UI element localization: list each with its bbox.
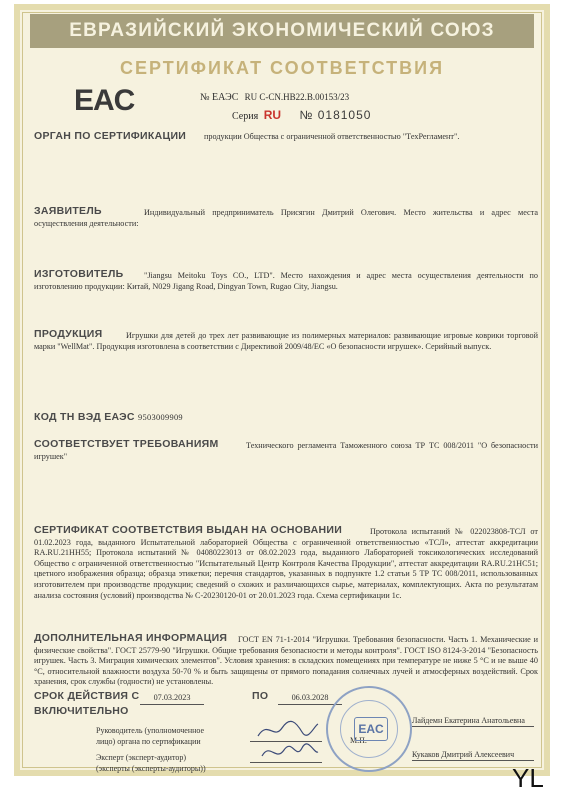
head-name-line: [412, 726, 534, 727]
additional-heading: ДОПОЛНИТЕЛЬНАЯ ИНФОРМАЦИЯ: [34, 632, 228, 644]
expert-name: Кукаков Дмитрий Алексеевич: [412, 750, 515, 759]
series-number: № 0181050: [299, 108, 372, 122]
organ-heading: ОРГАН ПО СЕРТИФИКАЦИИ: [34, 130, 187, 142]
tnved-heading: [34, 411, 183, 423]
expert-label-1: Эксперт (эксперт-аудитор): [96, 753, 187, 762]
basis-text: Протокола испытаний № 022023808-ТСЛ от 01.02.2023 года, выданного Испытательной лабораторией Общества с ограниченной ответственностью «ТСЛ», аттестат аккредитации RA.RU.21НН55; Протокола испытаний № 04080223013 от 08.02.2023 года, выданного Лабораторией токсикологических исследований Общество с ограниченной ответственностью "Испытательный Центр Контроля Качества Продукции", аттестат аккредитации RA.RU.21НС51; цветного изображения образца; образца этикетки; перечня стандартов, указанных в подпункте 1.2 статьи 5 ТР ТС 008/2011, использованных изготовителем при производстве продукции; сведений о схожих и различающихся сырье, материалах, комплектующих. Акта по результатам анализа состояния (условий) производства № С-20230120-01 от 20.01.2023 года. Схема сертификации 1с.: [34, 527, 538, 600]
conforms-text: Технического регламента Таможенного союза ТР ТС 008/2011 "О безопасности игрушек": [34, 441, 538, 461]
expert-label-2: (эксперты (эксперты-аудиторы)): [96, 764, 206, 773]
certificate-title: СЕРТИФИКАТ СООТВЕТСТВИЯ: [119, 58, 445, 78]
product-heading: ПРОДУКЦИЯ: [34, 328, 103, 340]
expert-name-line: [412, 760, 534, 761]
organ-text: продукции Общества с ограниченной ответственностью "ТехРегламент".: [204, 132, 460, 141]
series-line: [232, 108, 371, 122]
tnved-label: КОД ТН ВЭД ЕАЭС: [34, 411, 135, 423]
watermark: YL: [512, 763, 544, 793]
expert-signature: [260, 740, 320, 764]
validity-heading: СРОК ДЕЙСТВИЯ С: [34, 690, 140, 702]
manufacturer-text: "Jiangsu Meitoku Toys CO., LTD". Место нахождения и адрес места осуществления деятельности по изготовлению продукции: Китай, N029 Jigang Road, Dingyan Town, Rugao City, Jiangsu.: [34, 271, 538, 291]
series-code: RU: [263, 108, 282, 122]
product-text: Игрушки для детей до трех лет развивающие из полимерных материалов: развивающие игровые коврики торговой марки "WellMat". Продукция изготовлена в соответствии с Директивой 2009/48/ЕС «О безопасности игрушек». Серийный выпуск.: [34, 331, 538, 351]
series-label: Серия: [232, 111, 259, 122]
certification-stamp: [326, 686, 412, 772]
head-label-2: лицо) органа по сертификации: [96, 737, 201, 746]
head-label-1: Руководитель (уполномоченное: [96, 726, 205, 735]
head-name: Лайдемн Екатерина Анатольевна: [412, 716, 525, 725]
validity-to: 06.03.2028: [278, 693, 342, 705]
mp-label: М.П.: [350, 736, 367, 745]
head-signature: [256, 716, 320, 742]
basis-heading: СЕРТИФИКАТ СООТВЕТСТВИЯ ВЫДАН НА ОСНОВАНИИ: [34, 524, 343, 536]
validity-to-label: ПО: [252, 690, 269, 702]
registration-label: № ЕАЭС: [200, 92, 239, 103]
additional-text: ГОСТ EN 71-1-2014 "Игрушки. Требования безопасности. Часть 1. Механические и физические свойства". ГОСТ 25779-90 "Игрушки. Общие требования безопасности и методы контроля". ГОСТ ISO 8124-3-2014 "Безопасность игрушек. Часть 3. Миграция химических элементов". Условия хранения: в складских помещениях при температуре не ниже 5 °С и не выше 40 °С, относительной влажности воздуха 50-70 % и быть защищены от прямого попадания солнечных лучей и атмосферных воздействий. Срок хранения, срок службы (годности) не установлены.: [34, 635, 538, 687]
tnved-value: 9503009909: [138, 413, 183, 422]
certificate: [14, 4, 550, 776]
registration-value: RU C-CN.HB22.B.00153/23: [244, 92, 350, 102]
conforms-heading: СООТВЕТСТВУЕТ ТРЕБОВАНИЯМ: [34, 438, 219, 450]
union-banner: [30, 14, 534, 48]
eac-logo: EAC: [74, 84, 135, 117]
validity-from: 07.03.2023: [140, 693, 204, 705]
stamp-eac-mark: EAC: [354, 717, 388, 741]
applicant-heading: ЗАЯВИТЕЛЬ: [34, 205, 102, 217]
validity-inclusive: ВКЛЮЧИТЕЛЬНО: [34, 705, 129, 717]
registration-number: [200, 92, 349, 103]
banner-text: ЕВРАЗИЙСКИЙ ЭКОНОМИЧЕСКИЙ СОЮЗ: [69, 20, 495, 41]
manufacturer-heading: ИЗГОТОВИТЕЛЬ: [34, 268, 124, 280]
applicant-text: Индивидуальный предприниматель Присягин Дмитрий Олегович. Место жительства и адрес места осуществления деятельности:: [34, 208, 538, 228]
